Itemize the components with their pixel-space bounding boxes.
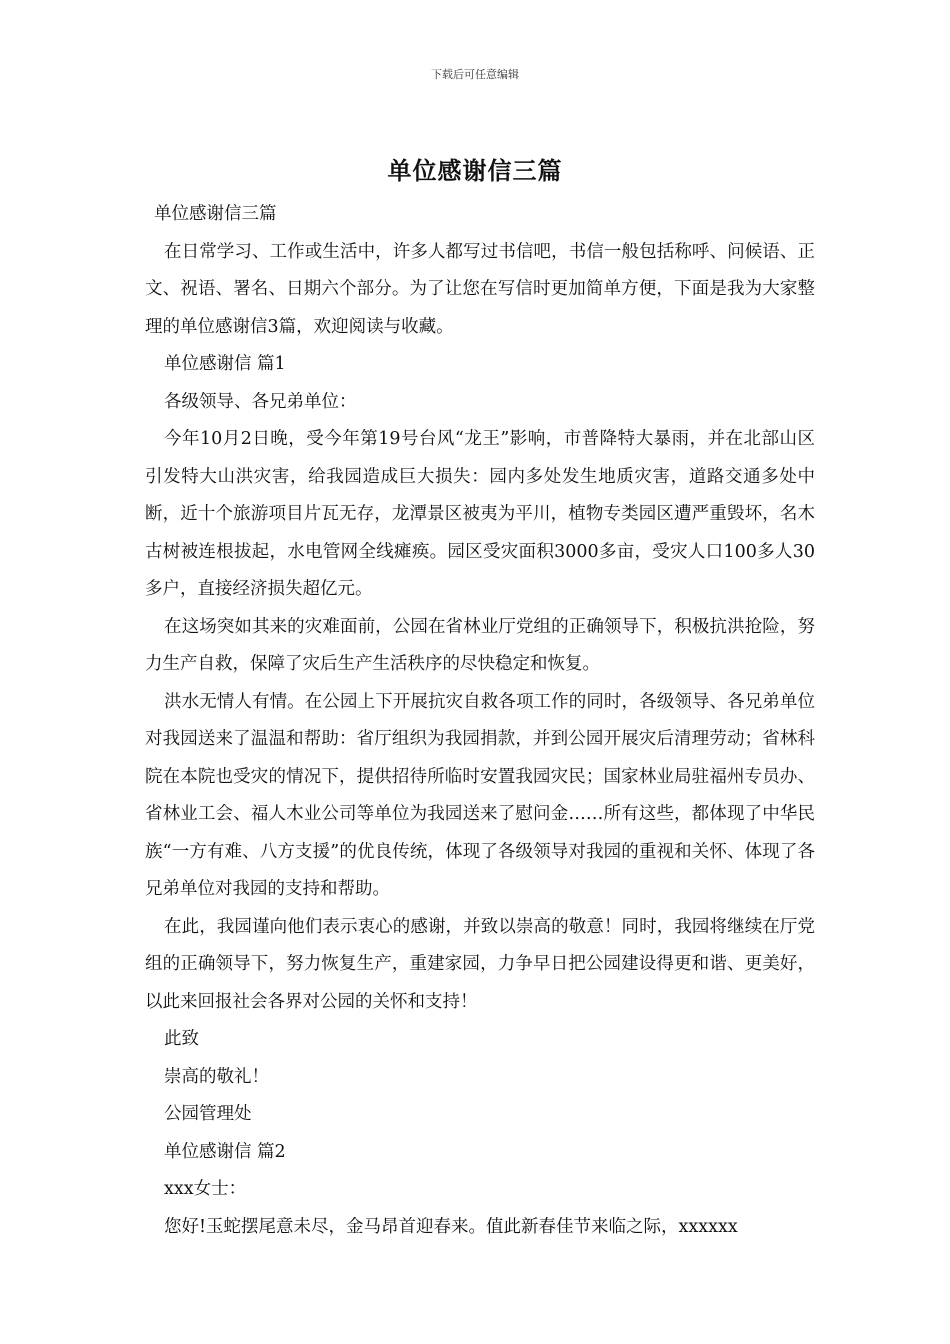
body-paragraph: 在这场突如其来的灾难面前，公园在省林业厅党组的正确领导下，积极抗洪抢险，努力生产自救，保障了灾后生产生活秩序的尽快稳定和恢复。 — [145, 616, 815, 674]
salutation-1: 各级领导、各兄弟单位： — [164, 391, 357, 412]
body-paragraph: 洪水无情人有情。在公园上下开展抗灾自救各项工作的同时，各级领导、各兄弟单位对我园送来了温温和帮助：省厅组织为我园捐款，并到公园开展灾后清理劳动；省林科院在本院也受灾的情况下，提供招待所临时安置我园灾民；国家林业局驻福州专员办、省林业工会、福人木业公司等单位为我园送来了慰问金……所有这些，都体现了中华民族“一方有难、八方支援”的优良传统，体现了各级领导对我园的重视和关怀、体现了各兄弟单位对我园的支持和帮助。 — [145, 691, 815, 899]
document-body — [145, 196, 815, 1246]
section-heading-2: 单位感谢信 篇2 — [164, 1141, 286, 1162]
body-paragraph: 今年10月2日晚，受今年第19号台风“龙王”影响，市普降特大暴雨，并在北部山区引发特大山洪灾害，给我园造成巨大损失：园内多处发生地质灾害，道路交通多处中断，近十个旅游项目片瓦无存，龙潭景区被夷为平川，植物专类园区遭严重毁坏，名木古树被连根拔起，水电管网全线瘫痪。园区受灾面积3000多亩，受灾人口100多人30多户，直接经济损失超亿元。 — [145, 429, 815, 599]
subtitle-paragraph: 单位感谢信三篇 — [154, 204, 277, 224]
intro-paragraph: 在日常学习、工作或生活中，许多人都写过书信吧，书信一般包括称呼、问候语、正文、祝语、署名、日期六个部分。为了让您在写信时更加简单方便，下面是我为大家整理的单位感谢信3篇，欢迎阅读与收藏。 — [145, 241, 815, 337]
signature: 公园管理处 — [164, 1104, 252, 1124]
salutation-2: xxx女士： — [164, 1179, 247, 1199]
page-header: 下载后可任意编辑 — [431, 68, 519, 81]
closing-line: 此致 — [164, 1029, 199, 1049]
body-paragraph: 在此，我园谨向他们表示衷心的感谢，并致以崇高的敬意！同时，我园将继续在厅党组的正确领导下，努力恢复生产，重建家园，力争早日把公园建设得更和谐、更美好，以此来回报社会各界对公园的关怀和支持！ — [145, 916, 815, 1012]
closing-line: 崇高的敬礼！ — [164, 1066, 269, 1087]
body-paragraph: 您好!玉蛇摆尾意未尽，金马昂首迎春来。值此新春佳节来临之际，xxxxxx — [164, 1216, 738, 1237]
document-title: 单位感谢信三篇 — [387, 156, 563, 185]
section-heading-1: 单位感谢信 篇1 — [164, 354, 286, 374]
